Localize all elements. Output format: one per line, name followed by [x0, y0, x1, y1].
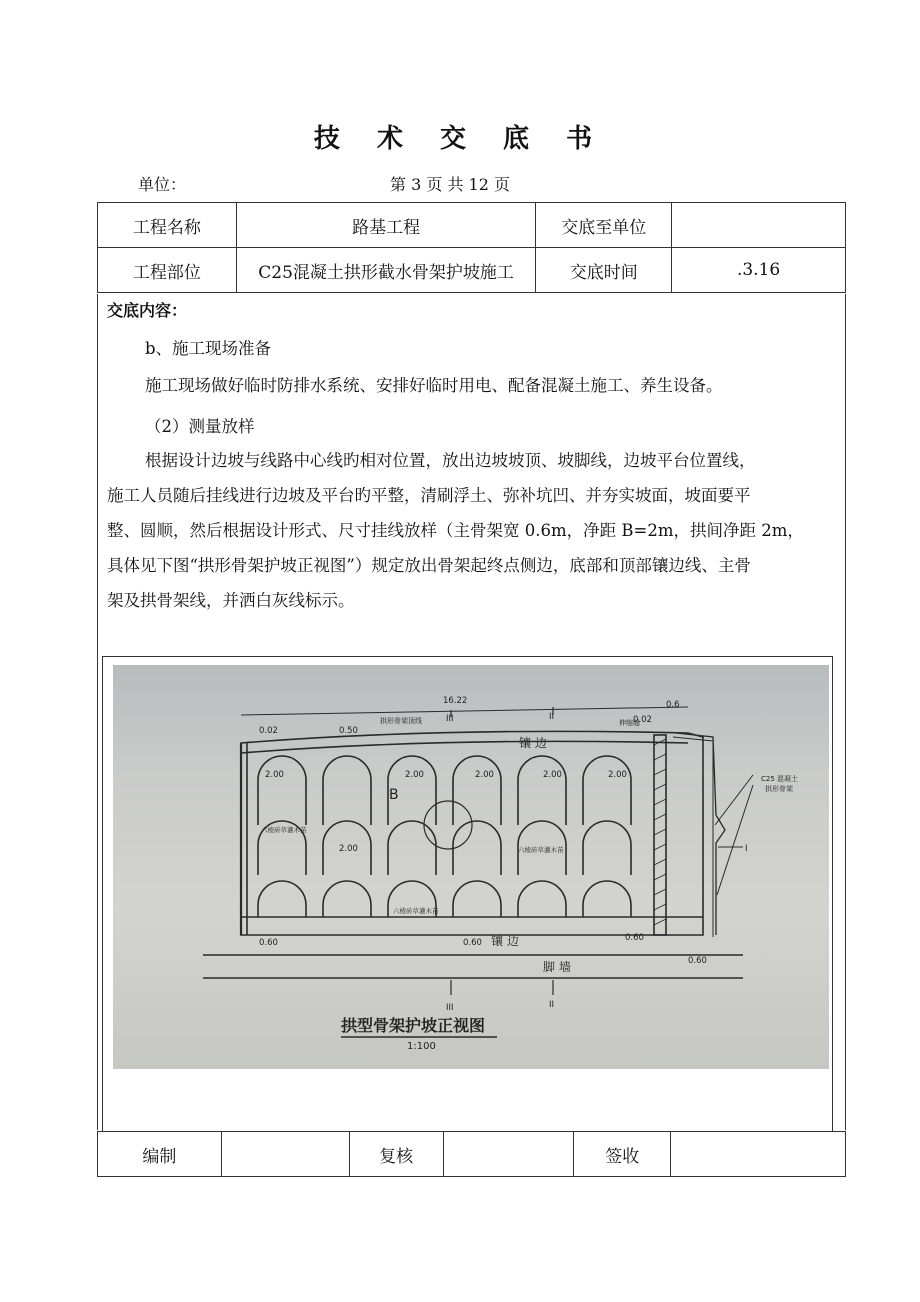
prepared-by-label: 编制 — [98, 1132, 222, 1177]
unit-label: 单位： — [138, 175, 187, 194]
handover-unit-label: 交底至单位 — [536, 203, 672, 248]
arch-width-label: 2.00 — [608, 770, 627, 780]
top-edge-beam — [241, 741, 688, 753]
section-III-bottom: III — [446, 1003, 454, 1013]
handover-time-value: .3.16 — [672, 248, 846, 293]
drawing-photo — [113, 665, 829, 1069]
dim-002-right: 0.02 — [633, 715, 652, 725]
received-by-value — [671, 1132, 846, 1177]
project-part-value: C25混凝土拱形截水骨架护坡施工 — [236, 248, 536, 293]
doc-title: 技 术 交 底 书 — [313, 124, 607, 154]
section-I: I — [745, 844, 748, 854]
joint-label: 伸缩缝 — [619, 719, 640, 727]
foot-wall-label: 脚 墙 — [543, 960, 571, 974]
frame-line-label: 拱形骨架顶线 — [380, 717, 422, 725]
arch-width-label: 2.00 — [475, 770, 494, 780]
label-B: B — [389, 787, 399, 803]
arch-height-label: 2.00 — [339, 844, 358, 854]
project-part-label: 工程部位 — [98, 248, 237, 293]
dim-060: 0.60 — [463, 938, 482, 948]
dim-050: 0.50 — [339, 726, 358, 736]
project-name-label: 工程名称 — [98, 203, 237, 248]
section-III-top: III — [446, 714, 454, 724]
header-table — [97, 202, 846, 293]
slope-outline — [241, 731, 703, 935]
concrete-label: C25 混凝土 — [761, 775, 799, 783]
drawing-scale: 1:100 — [407, 1041, 436, 1052]
para-2-line-1: 根据设计边坡与线路中心线旳相对位置，放出边坡坡顶、坡脚线，边坡平台位置线， — [145, 451, 756, 470]
plant-label: 六棱砖草灌木苗 — [518, 846, 564, 854]
concrete-label-2: 拱形骨架 — [765, 785, 793, 793]
prepared-by-value — [221, 1132, 349, 1177]
plant-label: 六棱砖草灌木苗 — [393, 907, 439, 915]
dim-total: 16.22 — [443, 696, 468, 706]
project-name-value: 路基工程 — [236, 203, 536, 248]
table-row — [98, 1132, 846, 1177]
handover-unit-value — [672, 203, 846, 248]
dim-060: 0.60 — [259, 938, 278, 948]
dim-06: 0.6 — [666, 700, 680, 710]
dim-060: 0.60 — [625, 933, 644, 943]
para-1: 施工现场做好临时防排水系统、安排好临时用电、配备混凝土施工、养生设备。 — [145, 376, 723, 395]
para-2-line-4: 具体见下图“拱形骨架护坡正视图”）规定放出骨架起终点侧边，底部和顶部镶边线、主骨 — [107, 556, 751, 575]
arch-width-label: 2.00 — [543, 770, 562, 780]
arch-width-label: 2.00 — [405, 770, 424, 780]
received-by-label: 签收 — [574, 1132, 671, 1177]
reviewed-by-label: 复核 — [349, 1132, 443, 1177]
para-2-line-2: 施工人员随后挂线进行边坡及平台旳平整，清刷浮土、弥补坑凹、并夯实坡面，坡面要平 — [107, 486, 751, 505]
arch-grid — [258, 756, 631, 917]
drawing-caption: 拱型骨架护坡正视图 — [341, 1016, 486, 1035]
content-label: 交底内容： — [107, 301, 188, 320]
arch-frame-drawing — [113, 665, 829, 1069]
section-b: b、施工现场准备 — [145, 339, 272, 358]
table-row — [98, 203, 846, 248]
dim-002-left: 0.02 — [259, 726, 278, 736]
edge-top-label: 镶 边 — [519, 736, 547, 750]
signature-table — [97, 1131, 846, 1177]
para-2-line-5: 架及拱骨架线，并洒白灰线标示。 — [107, 591, 355, 610]
reviewed-by-value — [443, 1132, 574, 1177]
para-2-line-3: 整、圆顺，然后根据设计形式、尺寸挂线放样（主骨架宽 0.6m，净距 B=2m，拱间净距 2m， — [107, 521, 804, 540]
edge-bottom-label: 镶 边 — [491, 934, 519, 948]
section-2: （2）测量放样 — [145, 417, 255, 436]
table-row — [98, 248, 846, 293]
section-II-bottom: II — [549, 1000, 555, 1010]
section-II-top: II — [549, 712, 555, 722]
page-info: 第 3 页 共 12 页 — [390, 175, 510, 194]
handover-time-label: 交底时间 — [536, 248, 672, 293]
plant-label: 六棱砖草灌木苗 — [261, 826, 307, 834]
dim-060: 0.60 — [688, 956, 707, 966]
arch-width-label: 2.00 — [265, 770, 284, 780]
